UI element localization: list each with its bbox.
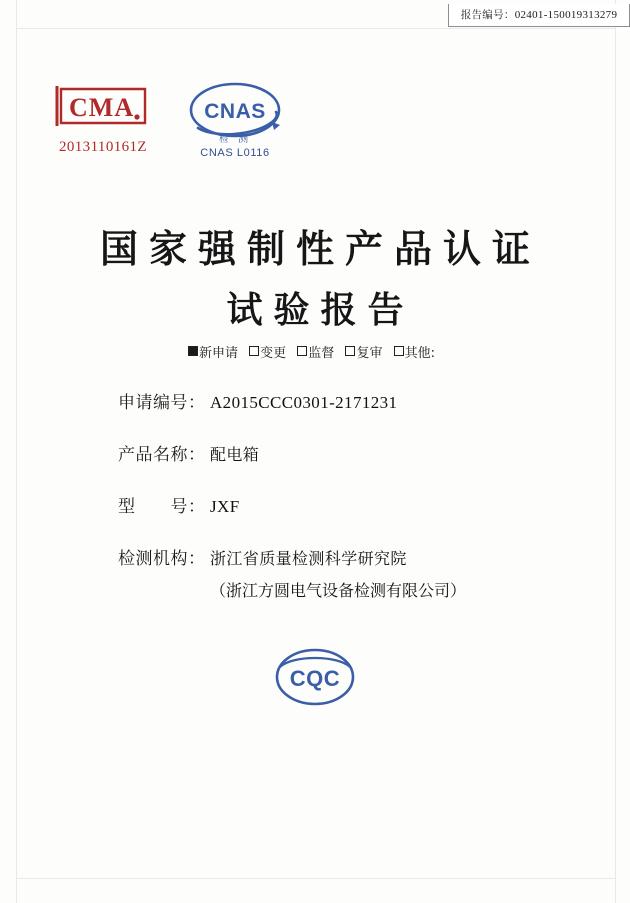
cnas-mark <box>175 78 295 159</box>
checkbox-label: 监督 <box>308 346 335 361</box>
cnas-code: CNAS L0116 <box>200 147 270 159</box>
page-edge-right <box>615 0 616 903</box>
field-value: JXF <box>210 497 240 516</box>
field-label: 申请编号： <box>118 393 206 413</box>
field-label: 型 号： <box>118 497 206 517</box>
field-testing-organization <box>118 544 538 569</box>
field-value: A2015CCC0301-2171231 <box>210 393 398 412</box>
application-type-checkbox-row <box>0 342 630 361</box>
checkbox-box-icon[interactable] <box>297 346 307 356</box>
field-label: 产品名称： <box>118 445 206 465</box>
checkbox-item-3[interactable] <box>345 342 382 361</box>
checkbox-box-icon[interactable] <box>345 346 355 356</box>
checkbox-label: 其他: <box>404 346 435 361</box>
cqc-mark <box>0 645 630 709</box>
field-model <box>118 492 538 517</box>
page-edge-bottom <box>16 878 616 879</box>
page-edge-top <box>16 28 616 29</box>
checkbox-item-2[interactable] <box>297 342 334 361</box>
field-value: 配电箱 <box>210 445 260 464</box>
cma-logo-icon <box>55 85 151 127</box>
field-application-number <box>118 388 538 413</box>
checkbox-label: 新申请 <box>198 346 238 361</box>
checkbox-box-icon[interactable] <box>188 346 198 356</box>
checkbox-item-4[interactable] <box>394 342 435 361</box>
report-number-box <box>448 4 630 27</box>
checkbox-item-1[interactable] <box>249 342 286 361</box>
checkbox-box-icon[interactable] <box>249 346 259 356</box>
svg-text:CNAS: CNAS <box>204 100 266 123</box>
checkbox-item-0[interactable] <box>188 342 238 361</box>
cma-certificate-number: 2013110161Z <box>58 139 147 155</box>
report-number-label: 报告编号： <box>460 9 515 21</box>
cnas-sub-label: 检 测 <box>218 134 252 145</box>
field-label: 检测机构： <box>118 549 206 569</box>
checkbox-box-icon[interactable] <box>394 346 404 356</box>
checkbox-label: 变更 <box>260 346 287 361</box>
field-value: 浙江省质量检测科学研究院 <box>210 549 407 568</box>
report-fields <box>118 388 538 628</box>
page-title: 国家强制性产品认证 <box>99 227 541 271</box>
field-product-name <box>118 440 538 465</box>
page-subtitle: 试验报告 <box>226 290 415 331</box>
field-testing-organization-secondary: （浙江方圆电气设备检测有限公司） <box>210 581 467 600</box>
cqc-logo-icon <box>272 645 358 709</box>
svg-text:CQC: CQC <box>289 666 341 691</box>
svg-text:CMA: CMA <box>69 93 135 122</box>
checkbox-label: 复审 <box>356 346 383 361</box>
report-number-value: 02401-150019313279 <box>514 9 618 21</box>
cma-mark <box>38 85 168 156</box>
page-edge-left <box>16 0 17 903</box>
